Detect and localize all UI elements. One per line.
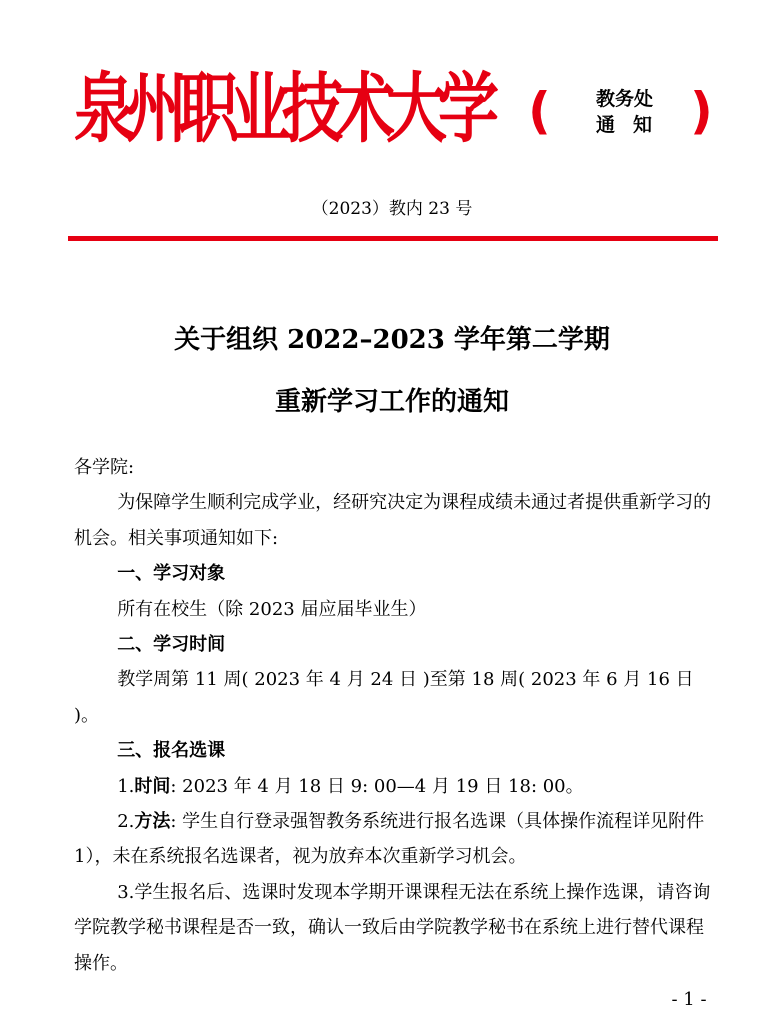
item-2-number: 2. <box>117 811 135 833</box>
notice-title-line-2: 重新学习工作的通知 <box>274 387 509 417</box>
section-1-heading: 一、学习对象 <box>117 563 226 585</box>
document-type: 通知 <box>596 114 671 136</box>
university-name: 泉州职业技术大学 <box>74 65 491 154</box>
section-3-item-3: 3.学生报名后、选课时发现本学期开课课程无法在系统上操作选课，请咨询学院教学秘书课程是否一致，确认一致后由学院教学秘书在系统上进行替代课程操作。 <box>74 881 711 974</box>
item-2-label: 方法 <box>134 811 171 833</box>
section-2-text: 教学周第 11 周( 2023 年 4 月 24 日 )至第 18 周( 2023 年 6 月 16 日 )。 <box>74 669 694 726</box>
section-3-item-2 <box>74 804 718 875</box>
notice-title-line-1: 关于组织 2022–2023 学年第二学期 <box>174 325 610 355</box>
header-paren-left: ( <box>528 82 551 140</box>
department-name: 教务处 <box>596 88 654 110</box>
issuing-department <box>596 86 676 138</box>
notice-body <box>74 450 718 981</box>
item-2-text: : 学生自行登录强智教务系统进行报名选课（具体操作流程详见附件 1），未在系统报名选课者，视为放弃本次重新学习机会。 <box>74 811 705 868</box>
salutation: 各学院: <box>74 457 135 478</box>
red-divider <box>68 236 718 241</box>
section-3-heading: 三、报名选课 <box>117 740 226 762</box>
header-paren-right: ) <box>690 82 713 140</box>
section-2-heading: 二、学习时间 <box>117 634 226 656</box>
document-number: （2023）教内 23 号 <box>311 199 473 219</box>
item-1-label: 时间 <box>134 775 171 797</box>
section-1-text: 所有在校生（除 2023 届应届毕业生） <box>117 598 427 620</box>
intro-paragraph: 为保障学生顺利完成学业，经研究决定为课程成绩未通过者提供重新学习的机会。相关事项通知如下: <box>74 492 712 549</box>
page-number: - 1 - <box>671 989 707 1010</box>
item-1-number: 1. <box>117 775 135 797</box>
section-3-item-1 <box>74 769 718 804</box>
item-1-text: : 2023 年 4 月 18 日 9: 00—4 月 19 日 18: 00。 <box>170 775 584 797</box>
